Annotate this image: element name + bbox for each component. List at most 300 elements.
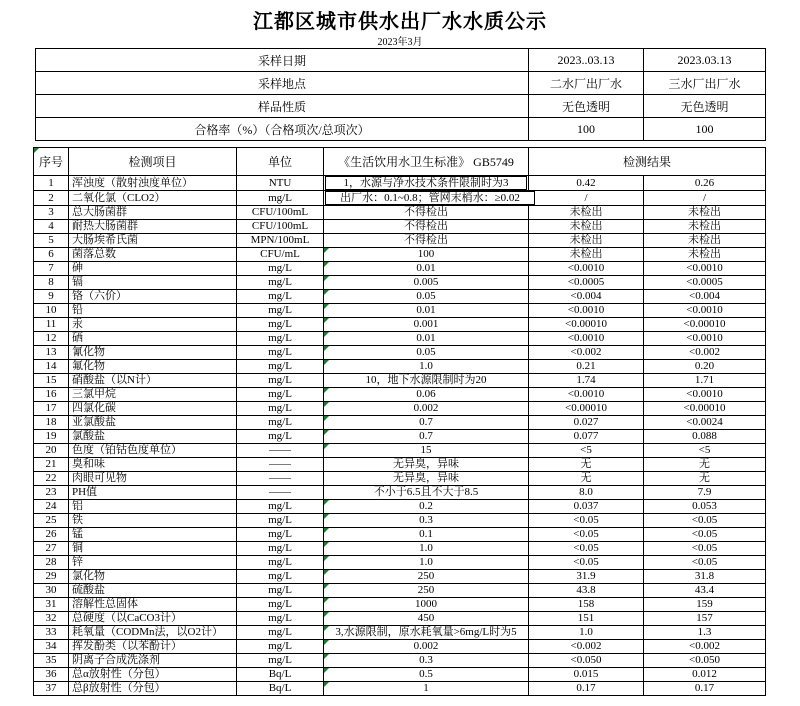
summary-row (36, 72, 766, 95)
cell-result-plant2: <0.0010 (529, 262, 644, 276)
cell-result-plant3: <0.00010 (644, 402, 766, 416)
summary-value-plant2: 100 (529, 118, 644, 141)
cell-result-plant3: 0.26 (644, 176, 766, 191)
cell-result-plant3: <0.0010 (644, 304, 766, 318)
cell-no: 21 (34, 458, 69, 472)
cell-result-plant2: 未检出 (529, 234, 644, 248)
cell-result-plant3: 无 (644, 458, 766, 472)
cell-item: 氯酸盐 (69, 430, 237, 444)
cell-result-plant3: <0.0010 (644, 332, 766, 346)
cell-result-plant3: 7.9 (644, 486, 766, 500)
cell-unit: CFU/100mL (237, 206, 324, 220)
table-row (34, 570, 766, 584)
cell-standard: 不得检出 (324, 206, 529, 220)
cell-result-plant2: <0.0010 (529, 332, 644, 346)
page-title: 江都区城市供水出厂水水质公示 (253, 11, 547, 33)
cell-no: 3 (34, 206, 69, 220)
cell-standard: 0.5 (324, 668, 529, 682)
cell-no: 14 (34, 360, 69, 374)
table-row (34, 262, 766, 276)
cell-unit: CFU/mL (237, 248, 324, 262)
cell-result-plant3: 0.17 (644, 682, 766, 696)
cell-unit: —— (237, 444, 324, 458)
comment-flag-icon (324, 542, 329, 547)
comment-flag-icon (324, 290, 329, 295)
table-row (34, 598, 766, 612)
cell-standard: 0.06 (324, 388, 529, 402)
cell-standard: 0.002 (324, 640, 529, 654)
cell-unit: —— (237, 472, 324, 486)
cell-result-plant3: <0.05 (644, 514, 766, 528)
page-subtitle: 2023年3月 (377, 37, 423, 48)
cell-standard: 1.0 (324, 360, 529, 374)
cell-unit: mg/L (237, 500, 324, 514)
comment-flag-icon (324, 640, 329, 645)
comment-flag-icon (324, 682, 329, 687)
table-row (34, 444, 766, 458)
summary-label: 采样日期 (36, 49, 529, 72)
cell-no: 23 (34, 486, 69, 500)
summary-value-plant2: 二水厂出厂水 (529, 72, 644, 95)
cell-result-plant2: 0.17 (529, 682, 644, 696)
comment-flag-icon (324, 262, 329, 267)
comment-flag-icon (324, 584, 329, 589)
cell-result-plant3: <0.002 (644, 346, 766, 360)
cell-unit: mg/L (237, 402, 324, 416)
comment-flag-icon (324, 430, 329, 435)
cell-result-plant2: <0.0010 (529, 388, 644, 402)
cell-item: 总硬度（以CaCO3计） (69, 612, 237, 626)
cell-item: 色度（铂钴色度单位） (69, 444, 237, 458)
cell-result-plant2: <0.05 (529, 514, 644, 528)
cell-result-plant2: <0.0010 (529, 304, 644, 318)
cell-unit: mg/L (237, 626, 324, 640)
cell-no: 20 (34, 444, 69, 458)
cell-standard: 不得检出 (324, 220, 529, 234)
cell-standard: 10，地下水源限制时为20 (324, 374, 529, 388)
cell-no: 4 (34, 220, 69, 234)
table-row (34, 346, 766, 360)
cell-result-plant2: 0.077 (529, 430, 644, 444)
cell-standard: 0.001 (324, 318, 529, 332)
cell-result-plant3: 0.088 (644, 430, 766, 444)
cell-result-plant2: 0.027 (529, 416, 644, 430)
comment-flag-icon (324, 304, 329, 309)
comment-flag-icon (324, 318, 329, 323)
cell-result-plant3: 0.012 (644, 668, 766, 682)
cell-result-plant3: 未检出 (644, 206, 766, 220)
summary-row (36, 118, 766, 141)
cell-no: 29 (34, 570, 69, 584)
table-row (34, 682, 766, 696)
table-row (34, 626, 766, 640)
comment-flag-icon (324, 248, 329, 253)
cell-item: 氟化物 (69, 360, 237, 374)
cell-unit: mg/L (237, 514, 324, 528)
comment-flag-icon (324, 332, 329, 337)
cell-item: 氰化物 (69, 346, 237, 360)
cell-result-plant2: 158 (529, 598, 644, 612)
cell-item: 三氯甲烷 (69, 388, 237, 402)
cell-item: 铜 (69, 542, 237, 556)
cell-result-plant3: 0.053 (644, 500, 766, 514)
cell-no: 6 (34, 248, 69, 262)
table-row (34, 220, 766, 234)
cell-item: 铁 (69, 514, 237, 528)
cell-result-plant2: 未检出 (529, 206, 644, 220)
cell-no: 15 (34, 374, 69, 388)
header-standard: 《生活饮用水卫生标准》 GB5749 (324, 148, 529, 176)
cell-result-plant2: 43.8 (529, 584, 644, 598)
cell-result-plant3: 1.71 (644, 374, 766, 388)
cell-unit: mg/L (237, 640, 324, 654)
cell-item: 锌 (69, 556, 237, 570)
cell-result-plant3: 未检出 (644, 234, 766, 248)
cell-unit: mg/L (237, 346, 324, 360)
table-row (34, 191, 766, 206)
cell-standard: 无异臭，异味 (324, 458, 529, 472)
summary-label: 采样地点 (36, 72, 529, 95)
cell-standard: 3,水源限制，原水耗氧量>6mg/L时为5 (324, 626, 529, 640)
comment-flag-icon (324, 500, 329, 505)
cell-result-plant3: <5 (644, 444, 766, 458)
cell-no: 2 (34, 191, 69, 206)
cell-item: 亚氯酸盐 (69, 416, 237, 430)
cell-item: 浑浊度（散射浊度单位） (69, 176, 237, 191)
comment-flag-icon (324, 360, 329, 365)
cell-result-plant3: 0.20 (644, 360, 766, 374)
cell-standard: 250 (324, 584, 529, 598)
table-row (34, 360, 766, 374)
table-row (34, 584, 766, 598)
standard-boxed-text: 1，水源与净水技术条件限制时为3 (325, 176, 527, 190)
comment-flag-icon (324, 612, 329, 617)
cell-result-plant2: <0.0005 (529, 276, 644, 290)
cell-result-plant2: <0.05 (529, 542, 644, 556)
cell-standard: 450 (324, 612, 529, 626)
cell-unit: mg/L (237, 556, 324, 570)
cell-unit: mg/L (237, 654, 324, 668)
cell-unit: —— (237, 458, 324, 472)
cell-item: 耐热大肠菌群 (69, 220, 237, 234)
table-row (34, 556, 766, 570)
cell-no: 25 (34, 514, 69, 528)
header-result: 检测结果 (529, 148, 766, 176)
cell-item: 铬（六价） (69, 290, 237, 304)
cell-result-plant2: 无 (529, 458, 644, 472)
cell-result-plant3: 31.8 (644, 570, 766, 584)
summary-value-plant3: 2023.03.13 (644, 49, 766, 72)
cell-item: 二氧化氯（CLO2） (69, 191, 237, 206)
cell-no: 18 (34, 416, 69, 430)
cell-item: 总α放射性（分包） (69, 668, 237, 682)
table-row (34, 248, 766, 262)
comment-flag-icon (324, 388, 329, 393)
table-row (34, 640, 766, 654)
cell-standard: 0.05 (324, 346, 529, 360)
cell-result-plant2: 0.21 (529, 360, 644, 374)
table-row (34, 304, 766, 318)
cell-no: 37 (34, 682, 69, 696)
cell-no: 16 (34, 388, 69, 402)
cell-item: 臭和味 (69, 458, 237, 472)
comment-flag-icon (324, 598, 329, 603)
cell-item: 菌落总数 (69, 248, 237, 262)
cell-no: 33 (34, 626, 69, 640)
cell-result-plant3: <0.004 (644, 290, 766, 304)
cell-result-plant2: 8.0 (529, 486, 644, 500)
cell-standard: 0.01 (324, 262, 529, 276)
comment-flag-icon (324, 668, 329, 673)
table-row (34, 416, 766, 430)
table-row (34, 612, 766, 626)
cell-standard: 1.0 (324, 556, 529, 570)
table-row (34, 176, 766, 191)
summary-label: 合格率（%）（合格项次/总项次） (36, 118, 529, 141)
cell-result-plant3: 159 (644, 598, 766, 612)
comment-flag-icon (34, 148, 39, 153)
cell-unit: mg/L (237, 262, 324, 276)
summary-value-plant2: 无色透明 (529, 95, 644, 118)
comment-flag-icon (324, 626, 329, 631)
cell-no: 7 (34, 262, 69, 276)
cell-item: 氯化物 (69, 570, 237, 584)
cell-no: 24 (34, 500, 69, 514)
cell-result-plant2: <0.05 (529, 556, 644, 570)
cell-result-plant3: <0.0010 (644, 388, 766, 402)
cell-result-plant3: <0.05 (644, 556, 766, 570)
cell-item: 汞 (69, 318, 237, 332)
main-table (33, 147, 766, 696)
table-row (34, 374, 766, 388)
cell-unit: mg/L (237, 360, 324, 374)
cell-item: 镉 (69, 276, 237, 290)
cell-standard: 无异臭，异味 (324, 472, 529, 486)
table-row (34, 388, 766, 402)
cell-result-plant2: <0.002 (529, 640, 644, 654)
cell-standard: 0.1 (324, 528, 529, 542)
cell-standard (324, 191, 529, 206)
cell-no: 34 (34, 640, 69, 654)
cell-result-plant3: <0.002 (644, 640, 766, 654)
cell-unit: —— (237, 486, 324, 500)
cell-item: 砷 (69, 262, 237, 276)
table-row (34, 206, 766, 220)
cell-no: 12 (34, 332, 69, 346)
cell-result-plant2: 0.037 (529, 500, 644, 514)
cell-result-plant3: / (644, 191, 766, 206)
cell-unit: mg/L (237, 276, 324, 290)
table-row (34, 276, 766, 290)
cell-item: 铝 (69, 500, 237, 514)
cell-result-plant3: <0.05 (644, 542, 766, 556)
cell-unit: MPN/100mL (237, 234, 324, 248)
comment-flag-icon (324, 346, 329, 351)
cell-no: 27 (34, 542, 69, 556)
cell-result-plant2: 151 (529, 612, 644, 626)
comment-flag-icon (324, 514, 329, 519)
cell-no: 1 (34, 176, 69, 191)
cell-no: 9 (34, 290, 69, 304)
cell-standard: 15 (324, 444, 529, 458)
cell-item: 阴离子合成洗涤剂 (69, 654, 237, 668)
summary-value-plant2: 2023..03.13 (529, 49, 644, 72)
table-row (34, 290, 766, 304)
standard-boxed-text: 出厂水：0.1~0.8；管网末梢水：≥0.02 (325, 191, 535, 205)
cell-result-plant3: <0.0010 (644, 262, 766, 276)
cell-item: 硝酸盐（以N计） (69, 374, 237, 388)
header-no-label: 序号 (38, 155, 63, 169)
cell-item: 四氯化碳 (69, 402, 237, 416)
cell-no: 36 (34, 668, 69, 682)
cell-standard: 0.2 (324, 500, 529, 514)
cell-result-plant2: <5 (529, 444, 644, 458)
cell-item: 锰 (69, 528, 237, 542)
cell-standard: 1000 (324, 598, 529, 612)
cell-no: 13 (34, 346, 69, 360)
cell-standard: 0.05 (324, 290, 529, 304)
summary-value-plant3: 无色透明 (644, 95, 766, 118)
cell-standard: 0.01 (324, 332, 529, 346)
summary-row (36, 49, 766, 72)
cell-unit: NTU (237, 176, 324, 191)
cell-unit: mg/L (237, 332, 324, 346)
table-row (34, 318, 766, 332)
cell-standard: 0.01 (324, 304, 529, 318)
cell-result-plant3: <0.00010 (644, 318, 766, 332)
cell-unit: mg/L (237, 318, 324, 332)
cell-unit: mg/L (237, 570, 324, 584)
cell-result-plant2: 0.015 (529, 668, 644, 682)
cell-unit: mg/L (237, 542, 324, 556)
cell-standard: 0.002 (324, 402, 529, 416)
cell-unit: mg/L (237, 598, 324, 612)
cell-item: 肉眼可见物 (69, 472, 237, 486)
table-row (34, 528, 766, 542)
cell-no: 32 (34, 612, 69, 626)
cell-no: 26 (34, 528, 69, 542)
table-row (34, 486, 766, 500)
cell-no: 11 (34, 318, 69, 332)
cell-no: 28 (34, 556, 69, 570)
cell-unit: mg/L (237, 416, 324, 430)
cell-result-plant3: <0.050 (644, 654, 766, 668)
cell-no: 5 (34, 234, 69, 248)
cell-result-plant3: <0.0005 (644, 276, 766, 290)
cell-result-plant2: <0.05 (529, 528, 644, 542)
cell-standard: 1 (324, 682, 529, 696)
cell-unit: mg/L (237, 388, 324, 402)
cell-result-plant2: 未检出 (529, 248, 644, 262)
summary-value-plant3: 三水厂出厂水 (644, 72, 766, 95)
cell-standard (324, 176, 529, 191)
cell-result-plant2: 1.0 (529, 626, 644, 640)
cell-result-plant3: 未检出 (644, 248, 766, 262)
cell-no: 8 (34, 276, 69, 290)
comment-flag-icon (324, 570, 329, 575)
cell-item: 总大肠菌群 (69, 206, 237, 220)
table-row (34, 542, 766, 556)
cell-standard: 0.7 (324, 430, 529, 444)
cell-result-plant2: <0.00010 (529, 402, 644, 416)
cell-result-plant2: <0.00010 (529, 318, 644, 332)
summary-row (36, 95, 766, 118)
cell-result-plant3: 无 (644, 472, 766, 486)
header-unit: 单位 (237, 148, 324, 176)
table-row (34, 500, 766, 514)
cell-standard: 0.005 (324, 276, 529, 290)
cell-unit: mg/L (237, 528, 324, 542)
cell-item: 耗氧量（CODMn法，以O2计） (69, 626, 237, 640)
cell-result-plant2: 31.9 (529, 570, 644, 584)
table-row (34, 430, 766, 444)
cell-standard: 0.3 (324, 514, 529, 528)
table-row (34, 234, 766, 248)
cell-result-plant3: 157 (644, 612, 766, 626)
cell-result-plant2: <0.002 (529, 346, 644, 360)
table-row (34, 402, 766, 416)
cell-result-plant3: <0.0024 (644, 416, 766, 430)
cell-no: 17 (34, 402, 69, 416)
cell-no: 19 (34, 430, 69, 444)
cell-result-plant2: <0.004 (529, 290, 644, 304)
cell-unit: mg/L (237, 304, 324, 318)
cell-item: 硒 (69, 332, 237, 346)
table-row (34, 668, 766, 682)
cell-result-plant2: / (529, 191, 644, 206)
header-no (34, 148, 69, 176)
comment-flag-icon (324, 528, 329, 533)
table-row (34, 514, 766, 528)
table-row (34, 472, 766, 486)
cell-no: 31 (34, 598, 69, 612)
comment-flag-icon (324, 654, 329, 659)
cell-item: PH值 (69, 486, 237, 500)
summary-label: 样品性质 (36, 95, 529, 118)
cell-no: 22 (34, 472, 69, 486)
comment-flag-icon (324, 276, 329, 281)
table-row (34, 332, 766, 346)
header-item: 检测项目 (69, 148, 237, 176)
cell-result-plant2: 未检出 (529, 220, 644, 234)
cell-unit: mg/L (237, 430, 324, 444)
cell-unit: mg/L (237, 191, 324, 206)
cell-standard: 250 (324, 570, 529, 584)
cell-result-plant3: 未检出 (644, 220, 766, 234)
cell-item: 铅 (69, 304, 237, 318)
cell-item: 大肠埃希氏菌 (69, 234, 237, 248)
summary-value-plant3: 100 (644, 118, 766, 141)
cell-result-plant2: 1.74 (529, 374, 644, 388)
cell-standard: 不得检出 (324, 234, 529, 248)
cell-result-plant2: 0.42 (529, 176, 644, 191)
summary-table (35, 48, 766, 141)
cell-standard: 1.0 (324, 542, 529, 556)
table-row (34, 458, 766, 472)
cell-item: 挥发酚类（以苯酚计） (69, 640, 237, 654)
cell-standard: 100 (324, 248, 529, 262)
cell-unit: Bq/L (237, 682, 324, 696)
cell-result-plant3: 43.4 (644, 584, 766, 598)
cell-standard: 不小于6.5且不大于8.5 (324, 486, 529, 500)
cell-unit: mg/L (237, 290, 324, 304)
cell-no: 35 (34, 654, 69, 668)
cell-unit: mg/L (237, 584, 324, 598)
table-row (34, 654, 766, 668)
cell-unit: Bq/L (237, 668, 324, 682)
cell-result-plant3: <0.05 (644, 528, 766, 542)
cell-standard: 0.3 (324, 654, 529, 668)
